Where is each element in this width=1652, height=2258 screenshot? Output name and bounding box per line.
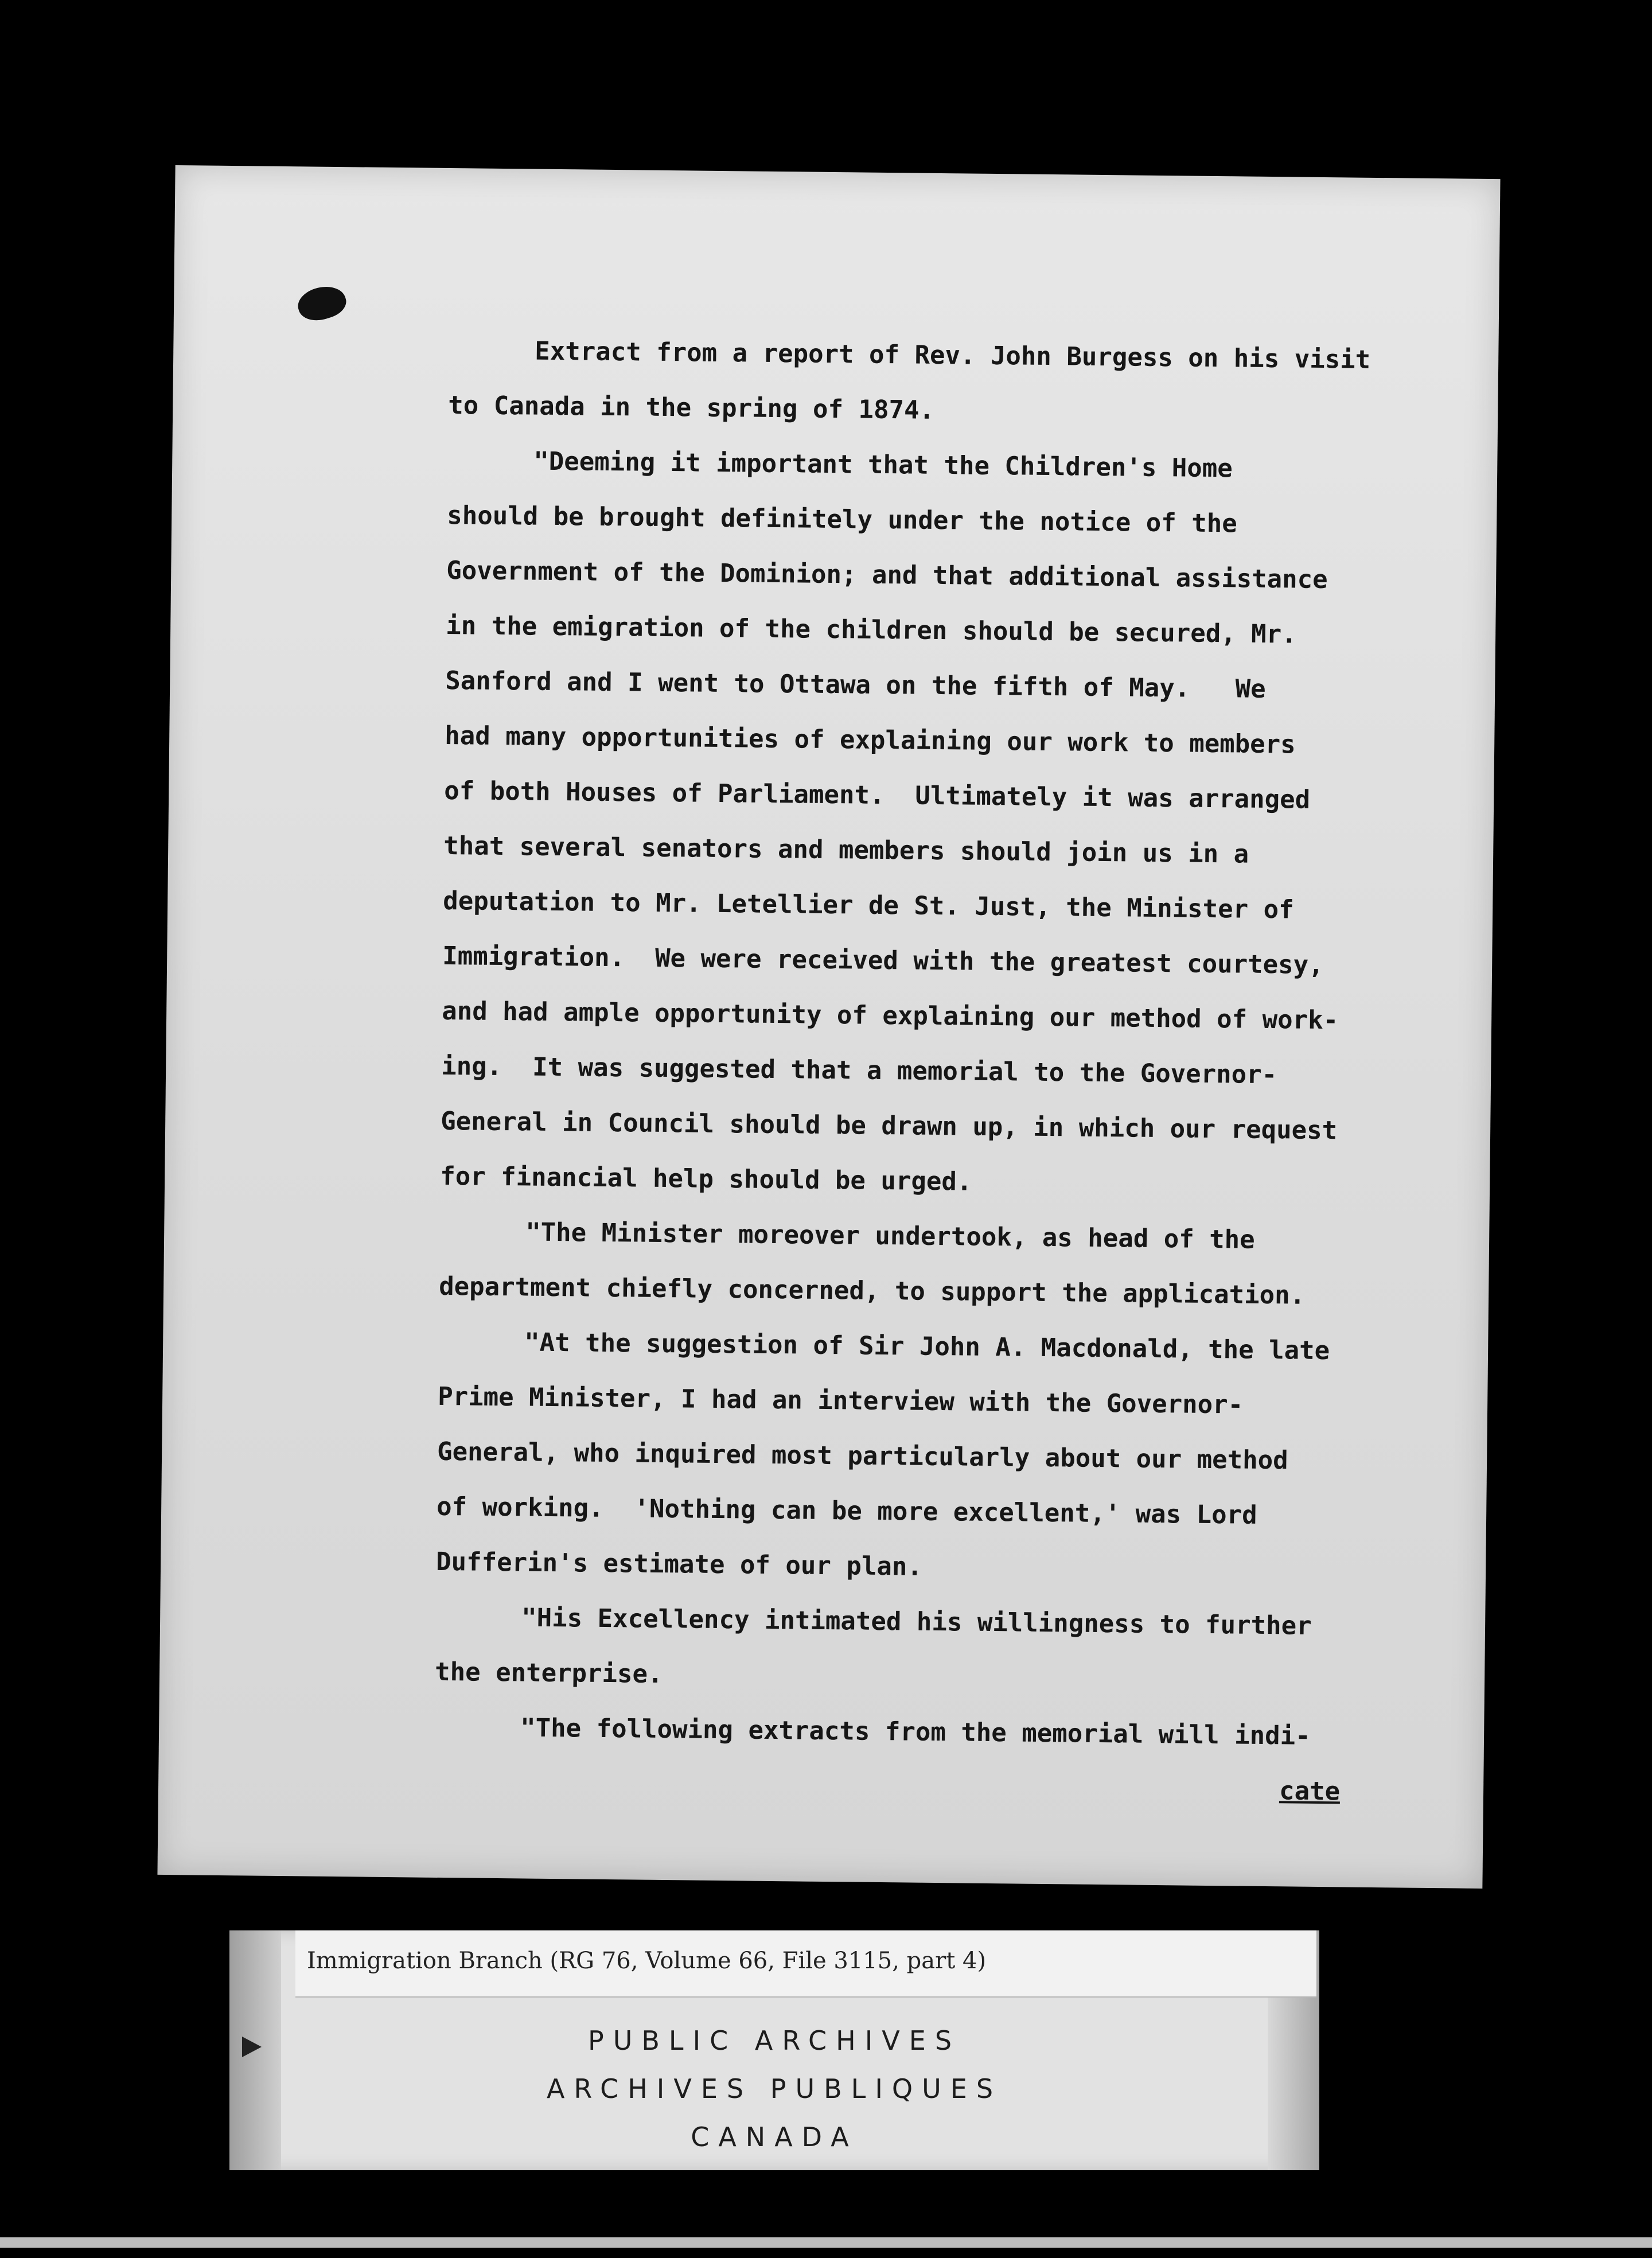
document-body bbox=[434, 323, 1390, 1820]
paragraph-line: "The Minister moreover undertook, as head of the bbox=[525, 1217, 1255, 1255]
paragraph-line: department chiefly concerned, to support the application. bbox=[438, 1271, 1306, 1310]
paragraph-line: "Deeming it important that the Children's Home bbox=[533, 446, 1233, 484]
catchword: cate bbox=[1279, 1776, 1341, 1807]
paragraph-line: had many opportunities of explaining our work to members bbox=[445, 721, 1296, 760]
paragraph-line: Prime Minister, I had an interview with the Governor- bbox=[437, 1381, 1244, 1420]
paragraph-line: for financial help should be urged. bbox=[439, 1161, 972, 1197]
paragraph-line: in the emigration of the children should be secured, Mr. bbox=[446, 610, 1297, 649]
paragraph-line: Dufferin's estimate of our plan. bbox=[435, 1547, 923, 1582]
paragraph-line: Government of the Dominion; and that additional assistance bbox=[446, 555, 1328, 595]
archives-stamp bbox=[229, 2016, 1319, 2161]
archive-reference: Immigration Branch (RG 76, Volume 66, File 3115, part 4) bbox=[307, 1948, 987, 1974]
paragraph-line: Sanford and I went to Ottawa on the fifth of May. We bbox=[445, 665, 1266, 704]
reference-strip bbox=[295, 1930, 1316, 1998]
document-page bbox=[157, 165, 1500, 1889]
paragraph-line: that several senators and members should join us in a bbox=[443, 831, 1249, 869]
paragraph-line: General in Council should be drawn up, in which our request bbox=[440, 1106, 1338, 1146]
paragraph bbox=[440, 433, 1389, 1214]
paragraph-line: the enterprise. bbox=[434, 1657, 663, 1689]
paragraph-line: General, who inquired most particularly about our method bbox=[437, 1436, 1288, 1476]
paragraph bbox=[434, 1700, 1376, 1765]
paragraph-line: of both Houses of Parliament. Ultimately it was arranged bbox=[444, 776, 1311, 815]
paragraph bbox=[439, 1204, 1381, 1324]
paragraph-line: should be brought definitely under the notice of the bbox=[447, 500, 1237, 539]
ink-blot bbox=[294, 281, 350, 326]
archives-line: ARCHIVES PUBLIQUES bbox=[546, 2073, 1003, 2104]
paragraph bbox=[435, 1590, 1377, 1710]
archives-line: CANADA bbox=[691, 2121, 858, 2152]
paragraph-line: "At the suggestion of Sir John A. Macdonald, the late bbox=[524, 1327, 1330, 1366]
paragraph-line: of working. 'Nothing can be more excellent,' was Lord bbox=[436, 1492, 1257, 1530]
heading-paragraph bbox=[448, 323, 1390, 443]
paragraph-line: and had ample opportunity of explaining our method of work- bbox=[441, 996, 1339, 1035]
archive-label bbox=[229, 1930, 1319, 2170]
paragraph-line: deputation to Mr. Letellier de St. Just, the Minister of bbox=[442, 886, 1294, 925]
paragraph bbox=[436, 1314, 1380, 1599]
heading-line: Extract from a report of Rev. John Burgess on his visit bbox=[535, 336, 1371, 375]
paragraph-line: "His Excellency intimated his willingness to further bbox=[521, 1603, 1312, 1641]
paragraph-line: "The following extracts from the memorial will indi- bbox=[520, 1713, 1311, 1751]
heading-line: to Canada in the spring of 1874. bbox=[448, 390, 935, 425]
paragraph-line: ing. It was suggested that a memorial to the Governor- bbox=[441, 1051, 1277, 1090]
bottom-rule bbox=[0, 2237, 1652, 2248]
archives-line: PUBLIC ARCHIVES bbox=[587, 2025, 961, 2056]
paragraph-line: Immigration. We were received with the greatest courtesy, bbox=[442, 941, 1324, 980]
